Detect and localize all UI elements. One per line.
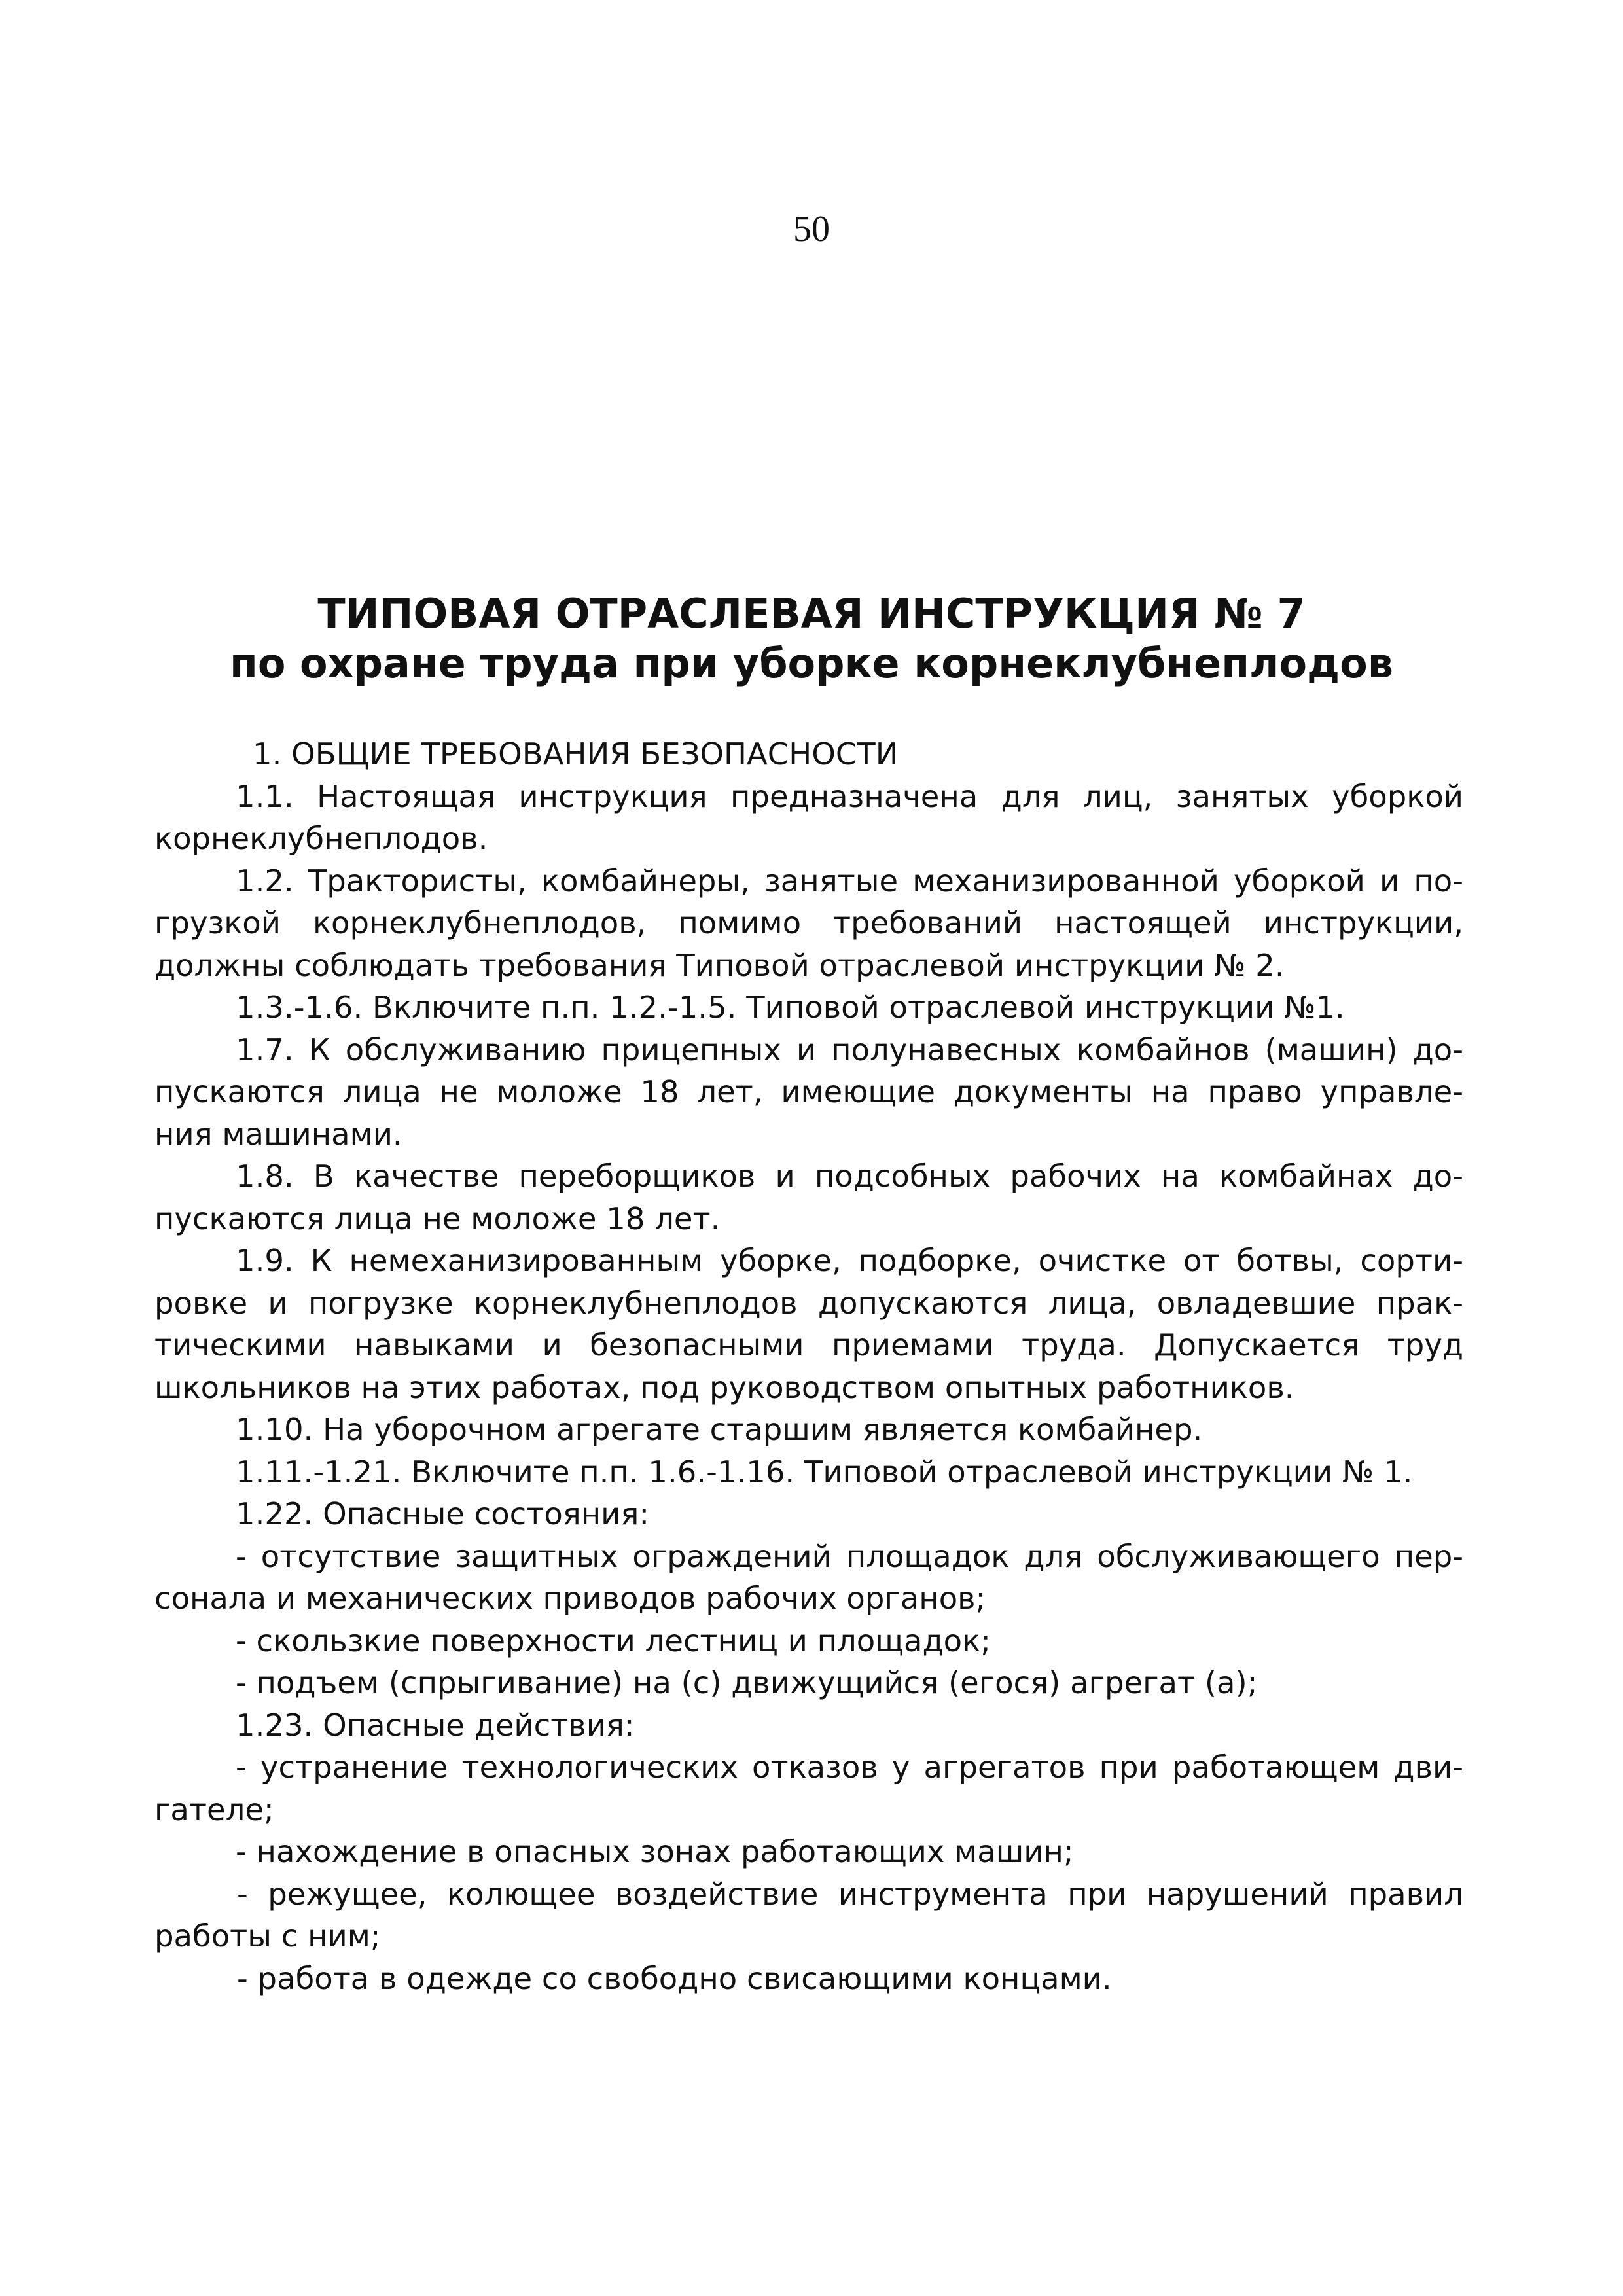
text-line: тическими навыками и безопасными приемами труда. Допускается труд xyxy=(154,1327,1463,1363)
text-line: 1.9. К немеханизированным уборке, подборке, очистке от ботвы, сорти- xyxy=(236,1243,1463,1278)
text-line: 1.1. Настоящая инструкция предназначена для лиц, занятых уборкой xyxy=(236,778,1463,814)
text-line: гателе; xyxy=(154,1791,274,1827)
text-line: - режущее, колющее воздействие инструмента при нарушений правил xyxy=(237,1876,1463,1912)
text-line: должны соблюдать требования Типовой отраслевой инструкции № 2. xyxy=(154,947,1285,983)
text-line: 1.3.-1.6. Включите п.п. 1.2.-1.5. Типовой отраслевой инструкции №1. xyxy=(236,990,1345,1025)
text-line: работы с ним; xyxy=(154,1918,381,1954)
text-line: - подъем (спрыгивание) на (с) движущийся (егося) агрегат (а); xyxy=(236,1665,1258,1700)
text-line: школьников на этих работах, под руководством опытных работников. xyxy=(154,1369,1294,1405)
title-line-2: по охране труда при уборке корнеклубнеплодов xyxy=(230,639,1393,687)
text-line: - работа в одежде со свободно свисающими концами. xyxy=(237,1960,1112,1996)
text-line: ния машинами. xyxy=(154,1116,402,1152)
text-line: пускаются лица не моложе 18 лет, имеющие документы на право управле- xyxy=(154,1074,1463,1109)
text-line: - скользкие поверхности лестниц и площадок; xyxy=(236,1623,991,1659)
document-body xyxy=(154,733,1463,2000)
text-line: корнеклубнеплодов. xyxy=(154,821,488,856)
text-line: ровке и погрузке корнеклубнеплодов допускаются лица, овладевшие прак- xyxy=(154,1285,1463,1321)
text-line: - отсутствие защитных ограждений площадок для обслуживающего пер- xyxy=(236,1538,1463,1574)
text-line: 1.8. В качестве переборщиков и подсобных рабочих на комбайнах до- xyxy=(236,1158,1463,1194)
text-line: 1.2. Трактористы, комбайнеры, занятые механизированной уборкой и по- xyxy=(236,863,1463,899)
text-line: - нахождение в опасных зонах работающих машин; xyxy=(236,1834,1074,1869)
text-line: сонала и механических приводов рабочих органов; xyxy=(154,1581,986,1616)
text-line: 1.7. К обслуживанию прицепных и полунавесных комбайнов (машин) до- xyxy=(236,1031,1463,1067)
document-title xyxy=(0,589,1623,689)
text-line: грузкой корнеклубнеплодов, помимо требований настоящей инструкции, xyxy=(154,905,1463,941)
text-line: 1.22. Опасные состояния: xyxy=(236,1496,650,1532)
text-line: 1.11.-1.21. Включите п.п. 1.6.-1.16. Типовой отраслевой инструкции № 1. xyxy=(236,1454,1413,1490)
text-line: - устранение технологических отказов у агрегатов при работающем дви- xyxy=(236,1749,1463,1785)
title-line-1: ТИПОВАЯ ОТРАСЛЕВАЯ ИНСТРУКЦИЯ № 7 xyxy=(317,590,1306,637)
page-number: 50 xyxy=(793,209,830,249)
text-line: 1.10. На уборочном агрегате старшим является комбайнер. xyxy=(236,1412,1203,1447)
text-line: 1.23. Опасные действия: xyxy=(236,1707,635,1743)
text-line: пускаются лица не моложе 18 лет. xyxy=(154,1200,721,1236)
section-heading: 1. ОБЩИЕ ТРЕБОВАНИЯ БЕЗОПАСНОСТИ xyxy=(253,736,899,772)
